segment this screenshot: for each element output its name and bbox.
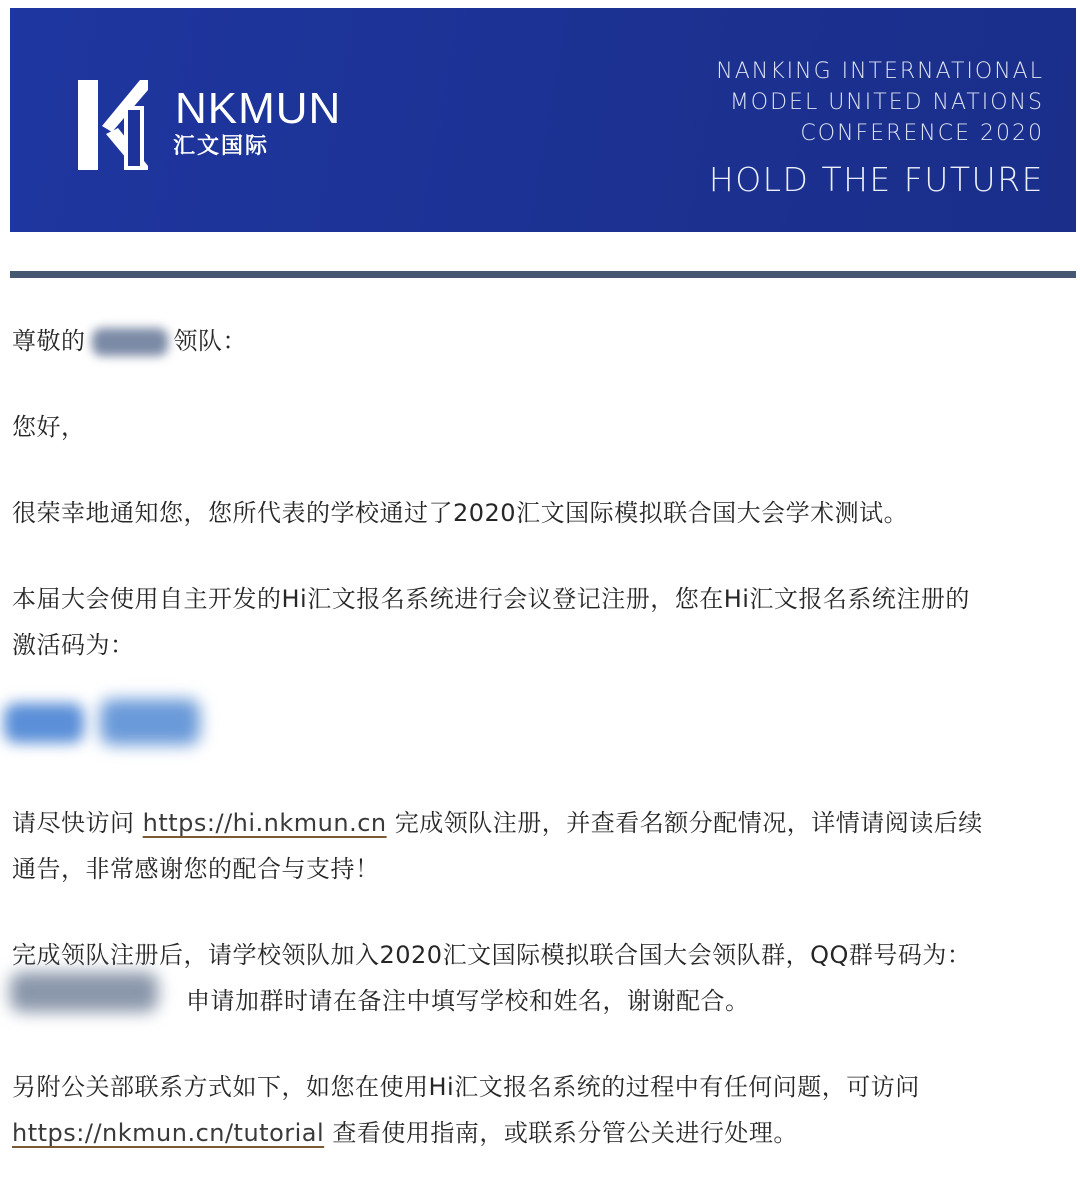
logo-wordmark: NKMUN	[175, 84, 342, 133]
header-banner	[10, 8, 1076, 232]
paragraph-visit-line2: 通告，非常感谢您的配合与支持！	[12, 855, 380, 883]
redacted-activation-code	[0, 693, 230, 753]
greeting: 您好，	[12, 413, 86, 441]
conference-line-2: MODEL UNITED NATIONS	[729, 90, 1044, 115]
paragraph-activation-line1: 本届大会使用自主开发的Hi汇文报名系统进行会议登记注册，您在Hi汇文报名系统注册的	[12, 585, 970, 613]
redacted-qq-number	[4, 964, 164, 1020]
paragraph-qq-line2: 申请加群时请在备注中填写学校和姓名，谢谢配合。	[186, 987, 750, 1015]
conference-title	[716, 56, 1044, 149]
tutorial-link[interactable]: https://nkmun.cn/tutorial	[12, 1119, 325, 1147]
salutation	[12, 318, 247, 364]
logo-chinese-name: 汇文国际	[173, 134, 270, 159]
conference-line-3: CONFERENCE 2020	[800, 121, 1044, 146]
redaction-blob	[10, 972, 158, 1012]
conference-line-1: NANKING INTERNATIONAL	[716, 59, 1044, 84]
salutation-suffix: 领队：	[173, 327, 247, 355]
visit-text-after: 完成领队注册，并查看名额分配情况，详情请阅读后续	[386, 809, 983, 837]
visit-text-before: 请尽快访问	[12, 809, 143, 837]
registration-link[interactable]: https://hi.nkmun.cn	[142, 809, 387, 837]
paragraph-contact-line2	[12, 1110, 798, 1156]
slogan: HOLD THE FUTURE	[708, 160, 1044, 199]
paragraph-pass-notice: 很荣幸地通知您，您所代表的学校通过了2020汇文国际模拟联合国大会学术测试。	[12, 499, 909, 527]
paragraph-visit-line1	[12, 800, 983, 846]
contact-text-after: 查看使用指南，或联系分管公关进行处理。	[324, 1119, 798, 1147]
redaction-blob	[100, 699, 200, 745]
paragraph-contact-line1: 另附公关部联系方式如下，如您在使用Hi汇文报名系统的过程中有任何问题，可访问	[12, 1073, 920, 1101]
salutation-prefix: 尊敬的	[12, 327, 86, 355]
redacted-name	[92, 328, 168, 356]
paragraph-qq-line1: 完成领队注册后，请学校领队加入2020汇文国际模拟联合国大会领队群，QQ群号码为：	[12, 941, 972, 969]
redaction-blob	[4, 703, 84, 743]
header-divider	[10, 271, 1076, 278]
nkmun-logo-icon	[78, 80, 148, 170]
paragraph-activation-line2: 激活码为：	[12, 631, 135, 659]
